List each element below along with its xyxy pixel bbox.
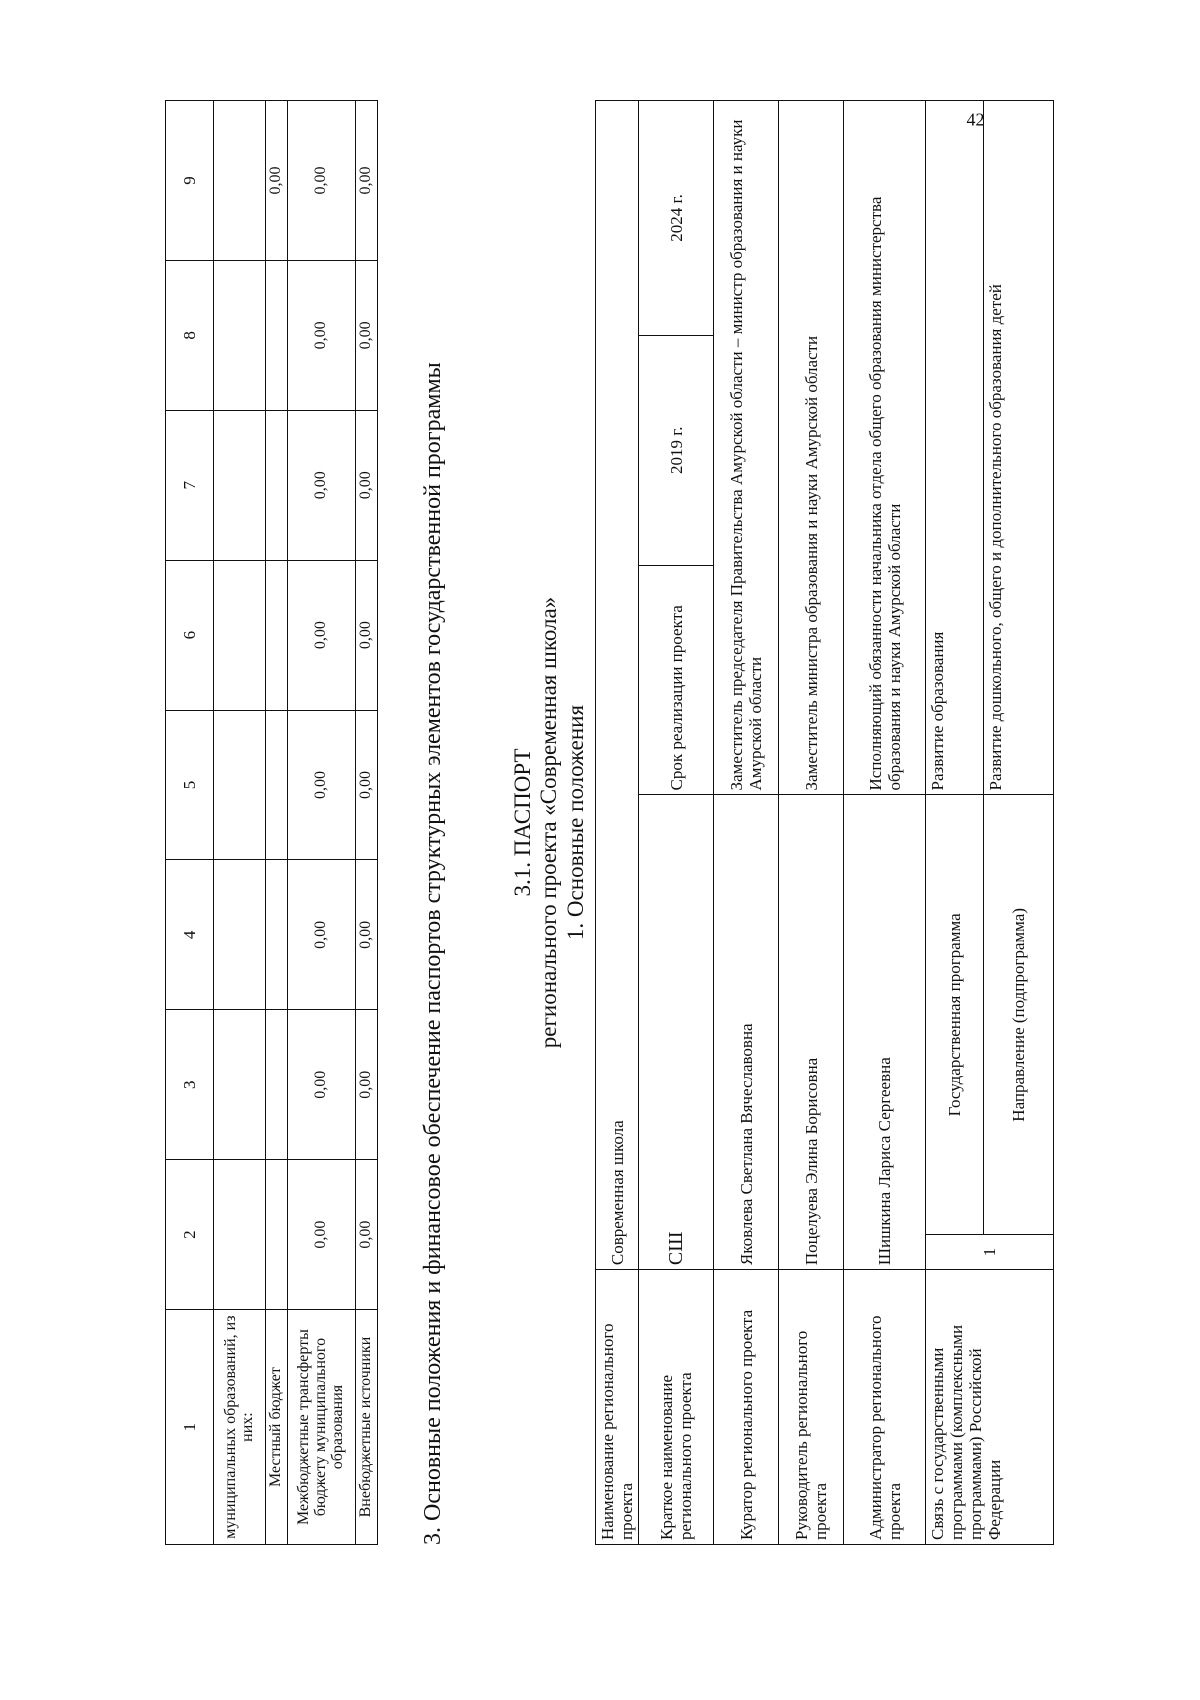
cell-value [214, 1010, 266, 1160]
field-label: Краткое наименование регионального проекта [639, 1270, 714, 1545]
column-header: 2 [166, 1160, 214, 1310]
cell-value: 0,00 [288, 710, 356, 860]
column-header: 8 [166, 260, 214, 410]
field-label: Наименование регионального проекта [596, 1270, 639, 1545]
field-label: Администратор регионального проекта [844, 1270, 926, 1545]
column-header: 9 [166, 101, 214, 261]
row-label: муниципальных образований, из них: [214, 1310, 266, 1545]
cell-value [214, 1160, 266, 1310]
table-row [596, 101, 639, 1545]
cell-value: 0,00 [356, 860, 378, 1010]
cell-value [214, 860, 266, 1010]
cell-value: 0,00 [288, 101, 356, 261]
person-name: Яковлева Светлана Вячеславовна [714, 795, 779, 1270]
table-row [214, 101, 266, 1545]
passport-title [510, 100, 589, 1545]
cell-value: 0,00 [356, 101, 378, 261]
cell-value: 0,00 [356, 560, 378, 710]
page-number: 42 [966, 109, 985, 130]
cell-value [266, 560, 288, 710]
cell-value [214, 710, 266, 860]
field-label: Направление (подпрограмма) [984, 795, 1054, 1235]
person-position: Заместитель министра образования и науки Амурской области [779, 101, 844, 796]
table-row [779, 101, 844, 1545]
person-position: Исполняющий обязанности начальника отдела общего образования министерства образования и науки Амурской области [844, 101, 926, 796]
field-label: Руководитель регионального проекта [779, 1270, 844, 1545]
column-header: 4 [166, 860, 214, 1010]
field-value: Развитие дошкольного, общего и дополнительного образования детей [984, 101, 1054, 796]
field-label: Куратор регионального проекта [714, 1270, 779, 1545]
passport-title-line: 3.1. ПАСПОРТ [510, 748, 535, 897]
cell-value: 0,00 [288, 1010, 356, 1160]
table-row [844, 101, 926, 1545]
cell-value [266, 860, 288, 1010]
cell-value: 0,00 [356, 410, 378, 560]
cell-value: 0,00 [288, 860, 356, 1010]
row-label: Внебюджетные источники [356, 1310, 378, 1545]
person-name: Поцелуева Элина Борисовна [779, 795, 844, 1270]
cell-value [214, 101, 266, 261]
cell-value [214, 560, 266, 710]
cell-value [266, 710, 288, 860]
term-start: 2019 г. [639, 335, 714, 565]
cell-value: 0,00 [356, 710, 378, 860]
cell-value [214, 410, 266, 560]
field-value: Развитие образования [926, 101, 984, 796]
cell-value: 0,00 [266, 101, 288, 261]
cell-value [214, 260, 266, 410]
term-end: 2024 г. [639, 101, 714, 336]
cell-value: 0,00 [288, 560, 356, 710]
row-label: Местный бюджет [266, 1310, 288, 1545]
row-number: 1 [926, 1235, 1054, 1270]
cell-value [266, 1010, 288, 1160]
table-row [926, 101, 984, 1545]
field-value: Современная школа [596, 101, 639, 1270]
field-value: СШ [639, 795, 714, 1270]
cell-value: 0,00 [288, 1160, 356, 1310]
field-label: Срок реализации проекта [639, 565, 714, 795]
passport-table [595, 100, 1054, 1545]
table-header-row [166, 101, 214, 1545]
cell-value: 0,00 [288, 410, 356, 560]
passport-section-title: 1. Основные положения [562, 704, 588, 941]
financing-table [165, 100, 378, 1545]
person-position: Заместитель председателя Правительства Амурской области – министр образования и науки Амурской области [714, 101, 779, 796]
cell-value: 0,00 [288, 260, 356, 410]
cell-value [266, 410, 288, 560]
table-row [714, 101, 779, 1545]
table-row [266, 101, 288, 1545]
column-header: 7 [166, 410, 214, 560]
column-header: 5 [166, 710, 214, 860]
column-header: 6 [166, 560, 214, 710]
cell-value [266, 1160, 288, 1310]
table-row [639, 101, 714, 1545]
table-row [288, 101, 356, 1545]
person-name: Шишкина Лариса Сергеевна [844, 795, 926, 1270]
cell-value: 0,00 [356, 1160, 378, 1310]
section-heading: 3. Основные положения и финансовое обеспечение паспортов структурных элементов государственной программы [420, 362, 446, 1545]
cell-value: 0,00 [356, 260, 378, 410]
table-row [356, 101, 378, 1545]
field-label: Государственная программа [926, 795, 984, 1235]
rotated-page-content [165, 100, 1080, 1545]
row-label: Межбюджетные трансферты бюджету муниципального образования [288, 1310, 356, 1545]
cell-value [266, 260, 288, 410]
column-header: 3 [166, 1010, 214, 1160]
passport-subtitle: регионального проекта «Современная школа» [536, 596, 562, 1049]
field-label: Связь с государственными программами (комплексными программами) Российской Федерации [926, 1270, 1054, 1545]
column-header: 1 [166, 1310, 214, 1545]
cell-value: 0,00 [356, 1010, 378, 1160]
